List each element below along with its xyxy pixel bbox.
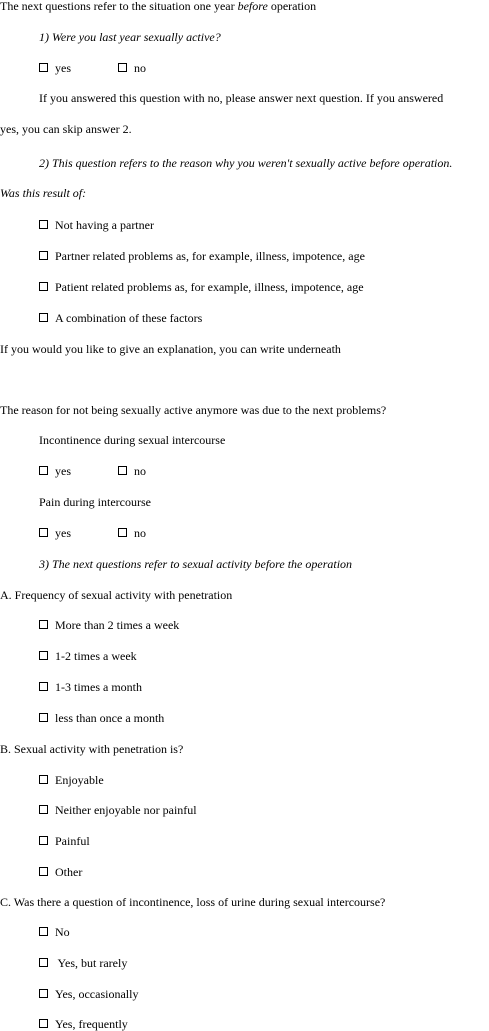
q3-a-option[interactable] [39, 618, 179, 632]
q3-a-option[interactable] [39, 649, 137, 663]
q2-option[interactable] [39, 280, 364, 294]
q3-b-option-label: Neither enjoyable nor painful [55, 803, 197, 817]
q3-b-option-label: Painful [55, 834, 90, 848]
q3-b-label: B. Sexual activity with penetration is? [0, 742, 184, 756]
q1-note-line2: yes, you can skip answer 2. [0, 122, 132, 136]
q3-c-option-label: No [55, 925, 70, 939]
q3-b-option[interactable] [39, 834, 90, 848]
checkbox[interactable] [39, 251, 48, 260]
intro-emphasis: before [237, 0, 268, 13]
checkbox[interactable] [39, 805, 48, 814]
pain-label: Pain during intercourse [39, 495, 151, 509]
q3-c-option[interactable] [39, 987, 138, 1001]
q3-question: 3) The next questions refer to sexual activity before the operation [39, 557, 353, 571]
q3-a-label: A. Frequency of sexual activity with penetration [0, 588, 233, 602]
checkbox[interactable] [39, 1019, 48, 1028]
checkbox[interactable] [39, 220, 48, 229]
incontinence-no-label: no [134, 464, 146, 478]
checkbox[interactable] [39, 775, 48, 784]
q2-option-label: Patient related problems as, for example, illness, impotence, age [55, 280, 364, 294]
q3-a-option-label: More than 2 times a week [55, 618, 180, 632]
checkbox[interactable] [39, 528, 48, 537]
q3-b-option-label: Other [55, 865, 83, 879]
q3-a-option-label: 1-3 times a month [55, 680, 142, 694]
q1-options [39, 61, 239, 75]
checkbox[interactable] [118, 528, 127, 537]
q2-option-label: Not having a partner [55, 218, 154, 232]
q1-no-option[interactable] [118, 61, 146, 75]
q3-c-label: C. Was there a question of incontinence, loss of urine during sexual intercourse? [0, 895, 386, 909]
q2-option[interactable] [39, 311, 202, 325]
q1-question: 1) Were you last year sexually active? [39, 30, 221, 44]
checkbox[interactable] [39, 836, 48, 845]
q3-c-option-label: Yes, frequently [55, 1017, 128, 1031]
q2-question: 2) This question refers to the reason why you weren't sexually active before operation. [39, 156, 453, 170]
checkbox[interactable] [118, 63, 127, 72]
q3-a-option[interactable] [39, 711, 164, 725]
checkbox[interactable] [39, 282, 48, 291]
incontinence-no-option[interactable] [118, 464, 146, 478]
q2-question-cont: Was this result of: [0, 186, 87, 200]
pain-no-label: no [134, 526, 146, 540]
q1-yes-label: yes [55, 61, 71, 75]
q2-reason: The reason for not being sexually active anymore was due to the next problems? [0, 403, 387, 417]
q3-b-option[interactable] [39, 773, 104, 787]
q3-b-option[interactable] [39, 803, 197, 817]
q2-option[interactable] [39, 218, 154, 232]
q1-note-line1: If you answered this question with no, please answer next question. If you answered [39, 91, 444, 105]
checkbox[interactable] [39, 958, 48, 967]
q2-option[interactable] [39, 249, 365, 263]
q1-yes-option[interactable] [39, 61, 71, 75]
q3-c-option-label: Yes, occasionally [55, 987, 139, 1001]
intro-line [0, 0, 316, 13]
q1-no-label: no [134, 61, 146, 75]
q2-option-label: Partner related problems as, for example, illness, impotence, age [55, 249, 365, 263]
checkbox[interactable] [39, 466, 48, 475]
incontinence-label: Incontinence during sexual intercourse [39, 433, 226, 447]
pain-yes-label: yes [55, 526, 71, 540]
q3-c-option[interactable] [39, 956, 127, 970]
q3-a-option-label: 1-2 times a week [55, 649, 137, 663]
checkbox[interactable] [118, 466, 127, 475]
q3-a-option[interactable] [39, 680, 142, 694]
q3-b-option[interactable] [39, 865, 82, 879]
incontinence-yes-option[interactable] [39, 464, 71, 478]
incontinence-options [39, 464, 239, 478]
intro-suffix: operation [267, 0, 317, 13]
checkbox[interactable] [39, 867, 48, 876]
checkbox[interactable] [39, 651, 48, 660]
checkbox[interactable] [39, 713, 48, 722]
q2-option-label: A combination of these factors [55, 311, 203, 325]
incontinence-yes-label: yes [55, 464, 71, 478]
checkbox[interactable] [39, 313, 48, 322]
intro-prefix: The next questions refer to the situation one year [0, 0, 238, 13]
checkbox[interactable] [39, 620, 48, 629]
pain-no-option[interactable] [118, 526, 146, 540]
q2-explain: If you would you like to give an explanation, you can write underneath [0, 342, 341, 356]
checkbox[interactable] [39, 927, 48, 936]
q3-b-option-label: Enjoyable [55, 773, 104, 787]
q3-c-option[interactable] [39, 925, 70, 939]
checkbox[interactable] [39, 63, 48, 72]
pain-yes-option[interactable] [39, 526, 71, 540]
q3-c-option[interactable] [39, 1017, 128, 1031]
pain-options [39, 526, 239, 540]
checkbox[interactable] [39, 682, 48, 691]
checkbox[interactable] [39, 989, 48, 998]
q3-a-option-label: less than once a month [55, 711, 165, 725]
q3-c-option-label: Yes, but rarely [55, 956, 128, 970]
